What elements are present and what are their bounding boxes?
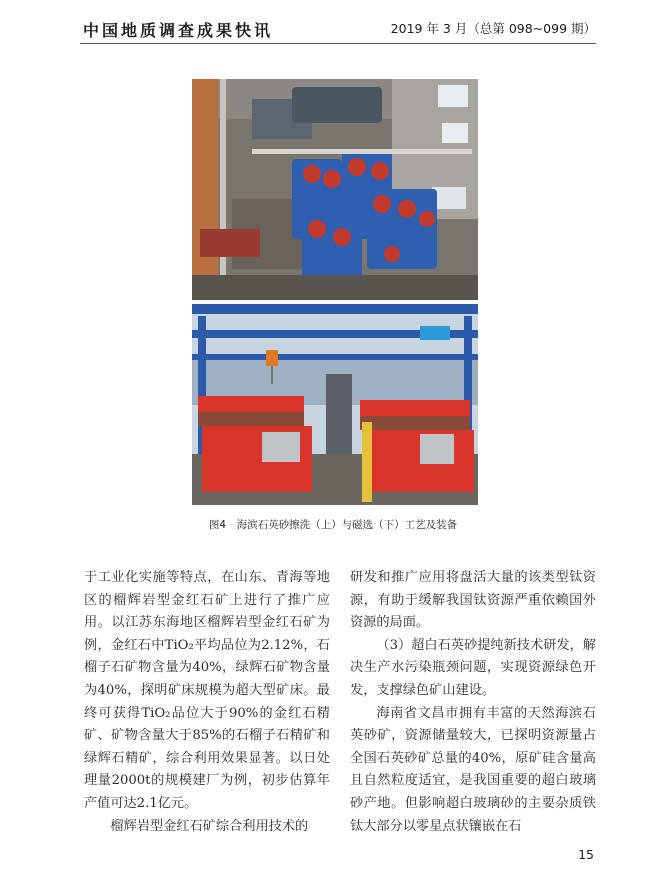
photo-magnetic-separation-equipment <box>192 304 478 505</box>
magnetic-separation-illustration <box>192 304 478 505</box>
scrubbing-plant-illustration <box>192 79 478 300</box>
page-header <box>0 0 666 50</box>
right-paragraph-continuation: 研发和推广应用将盘活大量的该类型钛资源，有助于缓解我国钛资源严重依赖国外资源的局面。 <box>350 570 596 631</box>
header-rule <box>80 43 596 44</box>
right-paragraph-hainan: 海南省文昌市拥有丰富的天然海滨石英砂矿，资源储量较大，已探明资源量占全国石英砂矿总量的40%，原矿硅含量高且自然粒度适宜，是我国重要的超白玻璃砂产地。但影响超白玻璃砂的主要杂质铁钛大部分以零星点状镶嵌在石 <box>350 705 596 834</box>
left-column <box>84 567 330 838</box>
issue-info: 2019 年 3 月（总第 098~099 期） <box>390 21 596 36</box>
right-column <box>350 567 596 838</box>
journal-title: 中国地质调查成果快讯 <box>83 21 274 40</box>
photo-scrubbing-equipment <box>192 79 478 300</box>
figure-caption: 图4 海滨石英砂擦洗（上）与磁选（下）工艺及装备 <box>208 519 458 531</box>
left-paragraph-eclogite: 榴辉岩型金红石矿综合利用技术的 <box>110 818 309 834</box>
right-paragraph-section-3: （3）超白石英砂提纯新技术研发，解决生产水污染瓶颈问题，实现资源绿色开发，支撑绿色矿山建设。 <box>350 637 596 698</box>
page-number: 15 <box>578 847 594 862</box>
left-paragraph-continuation: 于工业化实施等特点，在山东、青海等地区的榴辉岩型金红石矿上进行了推广应用。以江苏东海地区榴辉岩型金红石矿为例，金红石中TiO₂平均品位为2.12%，石榴子石矿物含量为40%，绿辉石矿物含量为40%，探明矿床规模为超大型矿床。最终可获得TiO₂品位大于90%的金红石精矿、矿物含量大于85%的石榴子石精矿和绿辉石精矿，综合利用效果显著。以日处理量2000t的规模建厂为例，初步估算年产值可达2.1亿元。 <box>84 570 330 811</box>
